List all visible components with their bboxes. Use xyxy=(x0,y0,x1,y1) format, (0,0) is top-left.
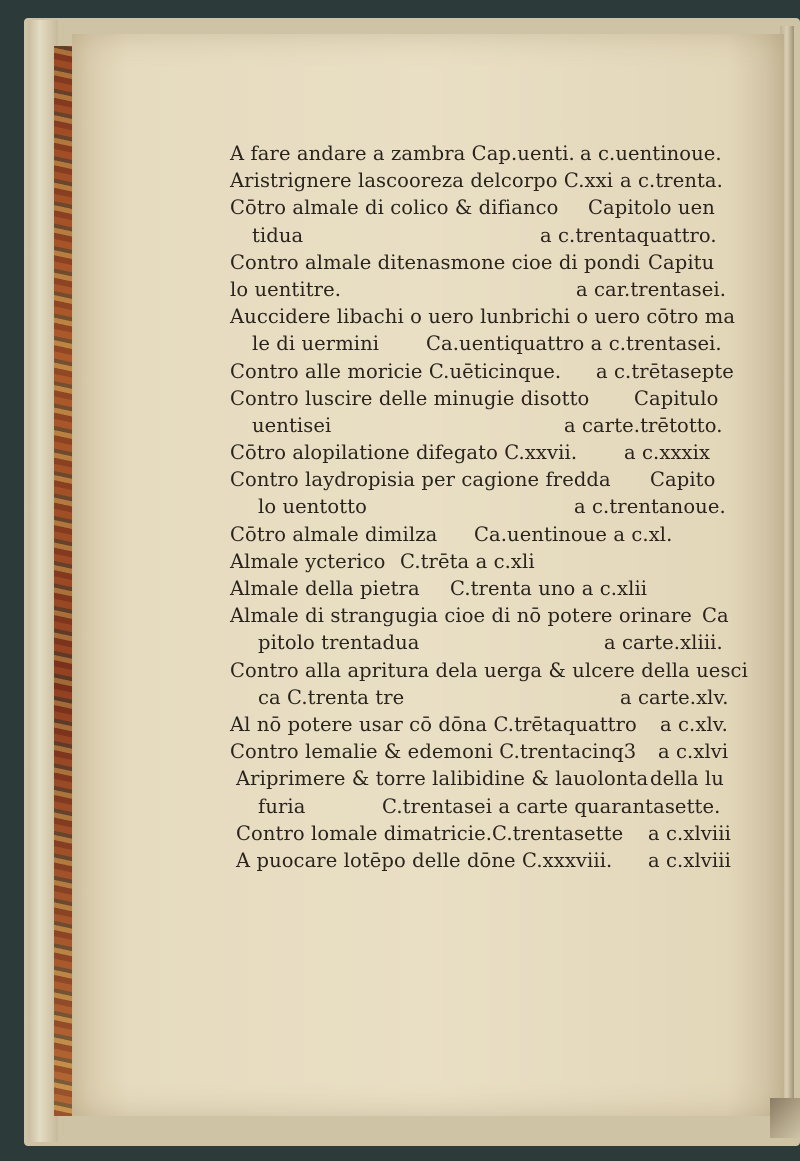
toc-entry: Cōtro almale dimilza xyxy=(230,522,438,546)
toc-line xyxy=(230,385,750,412)
toc-page: a carte.xlv. xyxy=(620,685,729,709)
toc-entry: Contro almale ditenasmone cioe di pondi xyxy=(230,250,641,274)
toc-line xyxy=(230,629,750,656)
toc-line xyxy=(230,222,750,249)
toc-line xyxy=(230,439,750,466)
toc-entry: Contro lomale dimatricie.C.trentasette xyxy=(236,821,624,845)
toc-entry: A fare andare a zambra Cap.uenti. xyxy=(230,142,575,165)
toc-page: Ca.uentiquattro a c.trentasei. xyxy=(426,332,722,356)
toc-entry: Ariprimere & torre lalibidine & lauolonta xyxy=(236,767,649,791)
toc-entry: furia xyxy=(258,794,306,818)
toc-page: C.trēta a c.xli xyxy=(400,549,535,573)
toc-line xyxy=(230,167,750,194)
page-corner xyxy=(770,1098,800,1138)
toc-entry: Contro laydropisia per cagione fredda xyxy=(230,468,611,492)
toc-entry: Contro alle moricie C.uēticinque. xyxy=(230,359,562,383)
toc-entry: Almale di strangugia cioe di nō potere orinare xyxy=(230,604,692,628)
toc-line xyxy=(230,711,750,738)
toc-line xyxy=(230,249,750,276)
toc-entry: A puocare lotēpo delle dōne C.xxxviii. xyxy=(236,848,613,872)
toc-line xyxy=(230,793,750,820)
toc-entry: lo uentitre. xyxy=(230,277,342,301)
toc-entry: tidua xyxy=(252,223,304,247)
toc-entry: Contro alla apritura dela uerga & ulcere della uesci xyxy=(230,658,748,682)
toc-page: a c.trentaquattro. xyxy=(540,223,717,247)
toc-entry: Al nō potere usar cō dōna C.trētaquattro xyxy=(230,712,637,736)
toc-page: Ca.uentinoue a c.xl. xyxy=(474,522,673,546)
toc-entry: Contro luscire delle minugie disotto xyxy=(230,386,590,410)
toc-page: a carte.trētotto. xyxy=(564,413,723,437)
toc-entry: Almale ycterico xyxy=(230,549,386,573)
toc-page: a carte.xliii. xyxy=(604,631,723,655)
toc-page: a c.xlviii xyxy=(648,821,731,845)
toc-page: a c.xlv. xyxy=(660,712,728,736)
toc-line xyxy=(230,521,750,548)
toc-page: Ca xyxy=(702,604,729,628)
toc-line xyxy=(230,358,750,385)
toc-line xyxy=(230,738,750,765)
toc-page: C.trenta uno a c.xlii xyxy=(450,577,648,600)
toc-page: Capito xyxy=(650,468,716,492)
toc-entry: Auccidere libachi o uero lunbrichi o uero cōtro ma xyxy=(230,305,736,329)
toc-page: Capitolo uen xyxy=(588,196,715,220)
toc-entry: Cōtro alopilatione difegato C.xxvii. xyxy=(230,441,578,465)
toc-page: a c.xlvi xyxy=(658,740,729,764)
toc-page: a c.trētasepte xyxy=(596,359,734,383)
toc-line xyxy=(230,493,750,520)
toc-line xyxy=(230,847,750,874)
toc-entry: lo uentotto xyxy=(258,495,367,519)
toc-entry: Almale della pietra xyxy=(230,577,420,600)
toc-page: a c.xxxix xyxy=(624,441,711,465)
toc-page: a c.trentanoue. xyxy=(574,495,726,519)
toc-line xyxy=(230,466,750,493)
toc-line xyxy=(230,684,750,711)
toc-page: Capitu xyxy=(648,250,715,274)
toc-line xyxy=(230,412,750,439)
toc-line xyxy=(230,276,750,303)
toc-line xyxy=(230,330,750,357)
toc-page: Capitulo xyxy=(634,386,719,410)
toc-entry: Cōtro almale di colico & difianco xyxy=(230,196,559,220)
toc-entry: Contro lemalie & edemoni C.trentacinq3 xyxy=(230,740,637,764)
toc-entry: le di uermini xyxy=(252,332,380,356)
toc-line xyxy=(230,657,750,684)
toc-line xyxy=(230,575,750,602)
toc-line xyxy=(230,765,750,792)
table-of-contents xyxy=(230,140,750,874)
toc-line xyxy=(230,602,750,629)
toc-line xyxy=(230,820,750,847)
toc-entry: uentisei xyxy=(252,413,332,437)
toc-page: C.trentasei a carte quarantasette. xyxy=(382,794,721,818)
toc-page: della lu xyxy=(650,767,724,791)
toc-page: a car.trentasei. xyxy=(576,277,727,301)
toc-entry: ca C.trenta tre xyxy=(258,685,405,709)
toc-line xyxy=(230,303,750,330)
toc-page: a c.uentinoue. xyxy=(580,142,722,165)
toc-page: a c.trenta. xyxy=(620,169,723,193)
toc-line xyxy=(230,140,750,167)
toc-entry: pitolo trentadua xyxy=(258,631,420,655)
toc-entry: Aristrignere lascooreza delcorpo C.xxi xyxy=(230,169,614,193)
toc-line xyxy=(230,548,750,575)
toc-page: a c.xlviii xyxy=(648,848,731,872)
toc-line xyxy=(230,194,750,221)
